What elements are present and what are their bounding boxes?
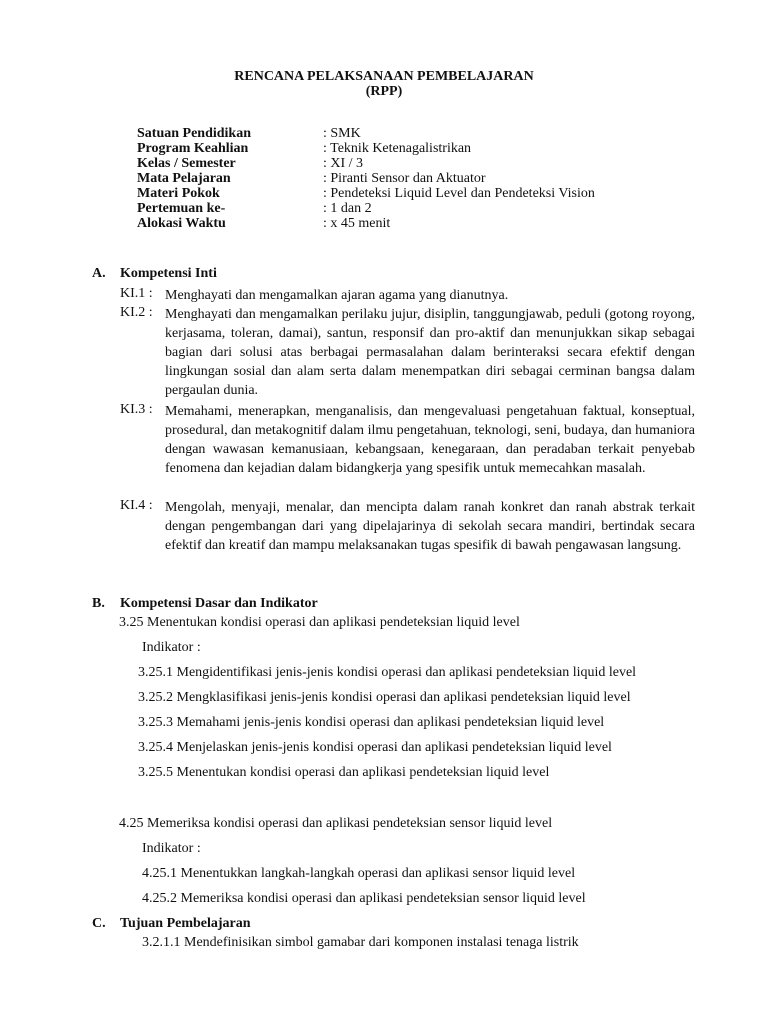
ki-text: Menghayati dan mengamalkan perilaku jujur, disiplin, tanggungjawab, peduli (gotong royong, kerjasama, toleran, damai), santun, responsif dan pro-aktif dan menunjukkan sikap sebagai bagian dari solusi atas berbagai permasalahan dalam berinteraksi secara efektif dengan lingkungan sosial dan alam serta dalam menempatkan diri sebagai cerminan bangsa dalam pergaulan dunia. <box>165 307 695 398</box>
section-a-letter: A. <box>92 266 106 281</box>
indikator-label: Indikator : <box>142 841 201 856</box>
info-label: Program Keahlian <box>137 141 249 156</box>
indicator-item: 4.25.1 Menentukkan langkah-langkah operasi dan aplikasi sensor liquid level <box>142 866 576 881</box>
ki-code: KI.1 : <box>120 286 153 301</box>
tujuan-item: 3.2.1.1 Mendefinisikan simbol gamabar dari komponen instalasi tenaga listrik <box>142 935 579 950</box>
info-value: : Piranti Sensor dan Aktuator <box>323 171 486 186</box>
info-label: Kelas / Semester <box>137 156 236 171</box>
info-value: : XI / 3 <box>323 156 364 171</box>
info-label: Mata Pelajaran <box>137 171 231 186</box>
document-subtitle: (RPP) <box>365 84 403 99</box>
info-value: : x 45 menit <box>323 216 391 231</box>
section-c-title: Tujuan Pembelajaran <box>120 916 251 931</box>
info-label: Materi Pokok <box>137 186 220 201</box>
section-b-letter: B. <box>92 596 105 611</box>
section-c-letter: C. <box>92 916 106 931</box>
ki-code: KI.2 : <box>120 305 153 320</box>
kd-text: 4.25 Memeriksa kondisi operasi dan aplikasi pendeteksian sensor liquid level <box>119 816 553 831</box>
info-value: : Teknik Ketenagalistrikan <box>323 141 472 156</box>
indicator-item: 3.25.4 Menjelaskan jenis-jenis kondisi operasi dan aplikasi pendeteksian liquid level <box>138 740 612 755</box>
indikator-label: Indikator : <box>142 640 201 655</box>
info-label: Pertemuan ke- <box>137 201 226 216</box>
indicator-item: 3.25.3 Memahami jenis-jenis kondisi operasi dan aplikasi pendeteksian liquid level <box>138 715 605 730</box>
document-title: RENCANA PELAKSANAAN PEMBELAJARAN <box>234 69 534 84</box>
info-label: Alokasi Waktu <box>137 216 226 231</box>
indicator-item: 4.25.2 Memeriksa kondisi operasi dan aplikasi pendeteksian sensor liquid level <box>142 891 586 906</box>
section-a-title: Kompetensi Inti <box>120 266 217 281</box>
info-label: Satuan Pendidikan <box>137 126 251 141</box>
info-value: : 1 dan 2 <box>323 201 372 216</box>
indicator-item: 3.25.1 Mengidentifikasi jenis-jenis kondisi operasi dan aplikasi pendeteksian liquid level <box>138 665 637 680</box>
info-value: : SMK <box>323 126 361 141</box>
info-value: : Pendeteksi Liquid Level dan Pendeteksi Vision <box>323 186 595 201</box>
kd-text: 3.25 Menentukan kondisi operasi dan aplikasi pendeteksian liquid level <box>119 615 520 630</box>
indicator-item: 3.25.5 Menentukan kondisi operasi dan aplikasi pendeteksian liquid level <box>138 765 550 780</box>
ki-code: KI.3 : <box>120 402 153 417</box>
ki-text: Mengolah, menyaji, menalar, dan mencipta dalam ranah konkret dan ranah abstrak terkait dengan pengembangan dari yang dipelajarinya di sekolah secara mandiri, bertindak secara efektif dan kreatif dan mampu melaksanakan tugas spesifik di bawah pengawasan langsung. <box>165 500 695 553</box>
ki-text: Memahami, menerapkan, menganalisis, dan mengevaluasi pengetahuan faktual, konseptual, prosedural, dan metakognitif dalam ilmu pengetahuan, teknologi, seni, budaya, dan humaniora dengan wawasan kemanusiaan, kebangsaan, kenegaraan, dan peradaban terkait penyebab fenomena dan kejadian dalam bidangkerja yang spesifik untuk memecahkan masalah. <box>165 404 695 476</box>
indicator-item: 3.25.2 Mengklasifikasi jenis-jenis kondisi operasi dan aplikasi pendeteksian liquid level <box>138 690 631 705</box>
ki-code: KI.4 : <box>120 498 153 513</box>
section-b-title: Kompetensi Dasar dan Indikator <box>120 596 318 611</box>
ki-text: Menghayati dan mengamalkan ajaran agama yang dianutnya. <box>165 288 509 303</box>
